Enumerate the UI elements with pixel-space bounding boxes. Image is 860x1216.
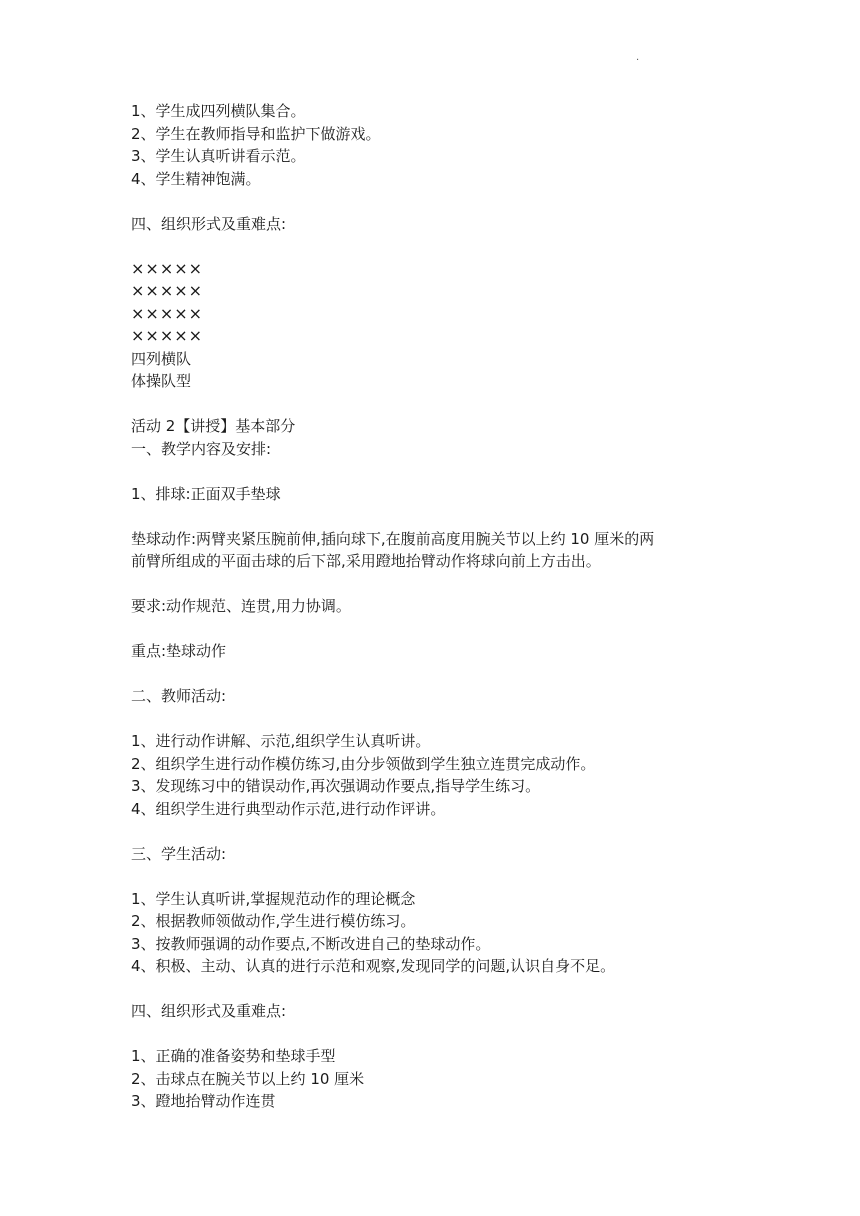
formation-row: ××××× bbox=[131, 281, 204, 300]
list-item: 3、学生认真听讲看示范。 bbox=[131, 147, 306, 165]
list-item: 1、学生成四列横队集合。 bbox=[131, 102, 306, 120]
section-heading: 一、教学内容及安排: bbox=[131, 439, 272, 458]
list-item: 4、组织学生进行典型动作示范,进行动作评讲。 bbox=[131, 799, 446, 818]
section-heading: 四、组织形式及重难点: bbox=[131, 214, 287, 233]
formation-label: 体操队型 bbox=[131, 372, 192, 390]
section-heading: 四、组织形式及重难点: bbox=[131, 1002, 287, 1020]
list-item: 4、积极、主动、认真的进行示范和观察,发现同学的问题,认识自身不足。 bbox=[131, 957, 616, 975]
list-item: 2、根据教师领做动作,学生进行模仿练习。 bbox=[131, 912, 416, 930]
list-item: 3、蹬地抬臂动作连贯 bbox=[131, 1092, 276, 1110]
list-item: 2、击球点在腕关节以上约 10 厘米 bbox=[131, 1069, 365, 1088]
list-item: 3、发现练习中的错误动作,再次强调动作要点,指导学生练习。 bbox=[131, 777, 541, 795]
requirement-text: 要求:动作规范、连贯,用力协调。 bbox=[131, 597, 351, 615]
list-item: 4、学生精神饱满。 bbox=[131, 169, 261, 188]
header-mark: · bbox=[636, 55, 640, 66]
activity-title: 活动 2【讲授】基本部分 bbox=[131, 417, 296, 435]
content-item: 1、排球:正面双手垫球 bbox=[131, 484, 281, 503]
list-item: 2、学生在教师指导和监护下做游戏。 bbox=[131, 124, 381, 143]
list-item: 3、按教师强调的动作要点,不断改进自己的垫球动作。 bbox=[131, 934, 491, 953]
document-body bbox=[131, 100, 751, 1113]
formation-label: 四列横队 bbox=[131, 349, 192, 368]
technique-text: 前臂所组成的平面击球的后下部,采用蹬地抬臂动作将球向前上方击出。 bbox=[131, 552, 601, 570]
formation-row: ××××× bbox=[131, 303, 204, 323]
technique-text: 垫球动作:两臂夹紧压腕前伸,插向球下,在腹前高度用腕关节以上约 10 厘米的两 bbox=[131, 529, 655, 548]
section-heading: 二、教师活动: bbox=[131, 687, 227, 705]
key-point-text: 重点:垫球动作 bbox=[131, 642, 227, 660]
formation-row: ××××× bbox=[131, 258, 204, 278]
section-heading: 三、学生活动: bbox=[131, 844, 227, 863]
list-item: 1、进行动作讲解、示范,组织学生认真听讲。 bbox=[131, 732, 431, 750]
list-item: 1、学生认真听讲,掌握规范动作的理论概念 bbox=[131, 889, 416, 908]
list-item: 1、正确的准备姿势和垫球手型 bbox=[131, 1047, 336, 1065]
formation-row: ××××× bbox=[131, 326, 204, 345]
list-item: 2、组织学生进行动作模仿练习,由分步领做到学生独立连贯完成动作。 bbox=[131, 754, 596, 773]
